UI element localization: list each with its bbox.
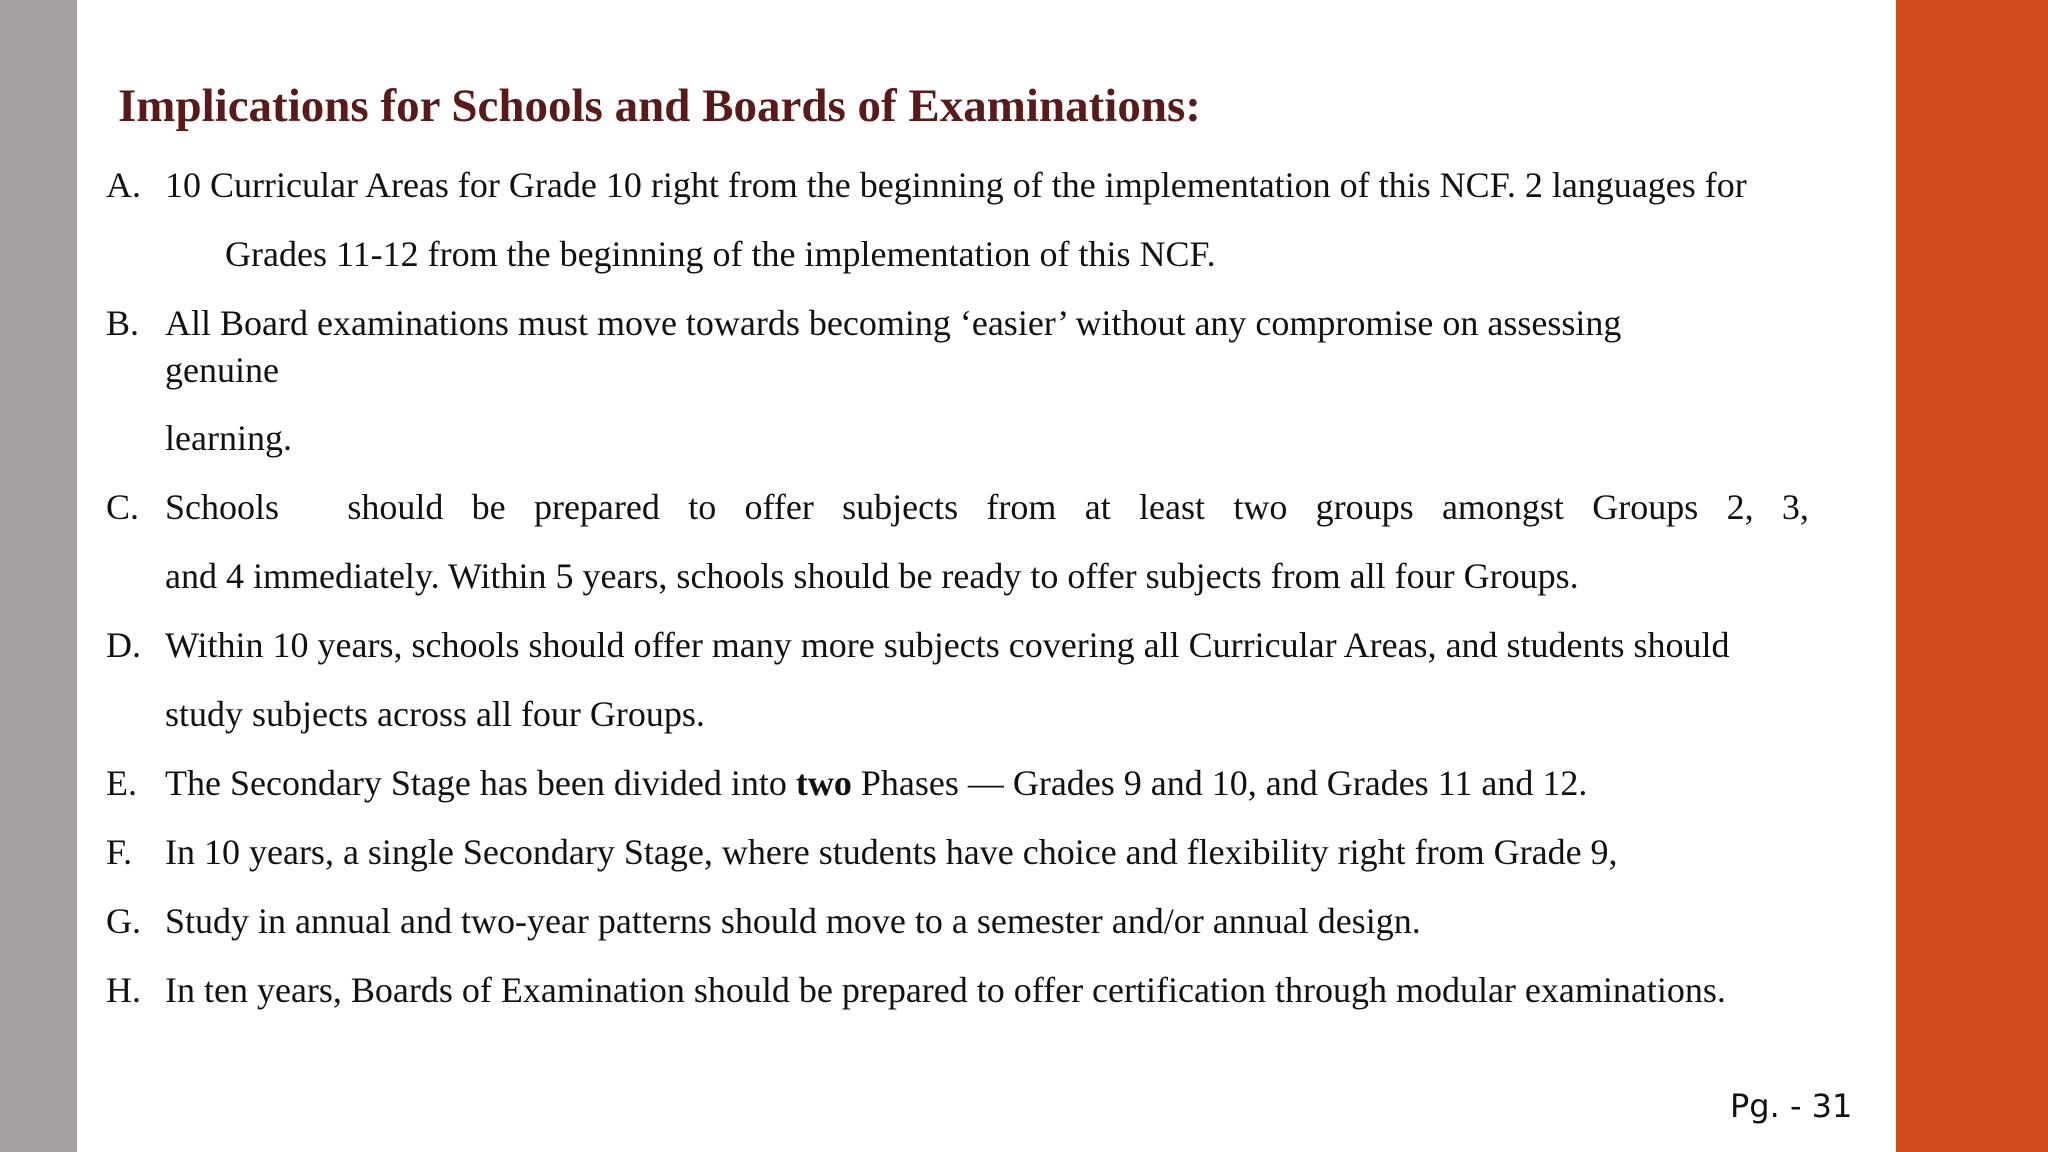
list-marker-d: D. <box>106 625 141 665</box>
item-e-text-before: The Secondary Stage has been divided into <box>165 763 787 803</box>
item-c-word: amongst <box>1441 487 1564 527</box>
item-c-word: 2, <box>1726 487 1754 527</box>
item-b-line-1: All Board examinations must move towards becoming ‘easier’ without any compromise on assessing <box>165 303 1622 343</box>
item-c-line-2: and 4 immediately. Within 5 years, schools should be ready to offer subjects from all four Groups. <box>165 556 1579 596</box>
item-c-word: groups <box>1315 487 1414 527</box>
item-f-line: In 10 years, a single Secondary Stage, where students have choice and flexibility right from Grade 9, <box>165 832 1618 872</box>
item-c-word: prepared <box>533 487 660 527</box>
slide-title: Implications for Schools and Boards of Examinations: <box>118 80 1201 132</box>
item-c-word: two <box>1233 487 1288 527</box>
item-c-word: Groups <box>1592 487 1699 527</box>
item-c-word: offer <box>744 487 814 527</box>
item-d-line-2: study subjects across all four Groups. <box>165 694 705 734</box>
item-b-line-2: genuine <box>165 350 279 390</box>
item-g-line: Study in annual and two-year patterns should move to a semester and/or annual design. <box>165 901 1421 941</box>
item-c-word: should <box>347 487 444 527</box>
item-e-bold-word: two <box>795 763 852 803</box>
item-c-word: 3, <box>1781 487 1809 527</box>
item-c-word: least <box>1139 487 1205 527</box>
item-d-line-1: Within 10 years, schools should offer many more subjects covering all Curricular Areas, and students should <box>165 625 1730 665</box>
item-a-line-1: 10 Curricular Areas for Grade 10 right from the beginning of the implementation of this NCF. 2 languages for <box>165 165 1747 205</box>
item-a-line-2: Grades 11-12 from the beginning of the implementation of this NCF. <box>225 234 1216 274</box>
item-c-word: subjects <box>842 487 959 527</box>
list-marker-a: A. <box>106 165 141 205</box>
item-e-line <box>165 761 1587 805</box>
right-decorative-band <box>1896 0 2048 1152</box>
item-e-text-after: Phases — Grades 9 and 10, and Grades 11 and 12. <box>860 763 1588 803</box>
left-decorative-band <box>0 0 77 1152</box>
list-marker-b: B. <box>106 303 140 343</box>
page-number: Pg. - 31 <box>1730 1087 1853 1125</box>
item-b-line-3: learning. <box>165 418 292 458</box>
list-marker-h: H. <box>106 970 141 1010</box>
list-marker-f: F. <box>106 832 133 872</box>
item-c-line-1 <box>165 485 1809 529</box>
item-c-word: to <box>688 487 717 527</box>
item-h-line: In ten years, Boards of Examination should be prepared to offer certification through modular examinations. <box>165 970 1726 1010</box>
list-marker-c: C. <box>106 487 140 527</box>
item-c-word: at <box>1084 487 1111 527</box>
item-c-word: Schools <box>165 487 280 527</box>
item-c-word: from <box>986 487 1057 527</box>
item-c-word: be <box>471 487 506 527</box>
list-marker-g: G. <box>106 901 141 941</box>
list-marker-e: E. <box>106 763 137 803</box>
